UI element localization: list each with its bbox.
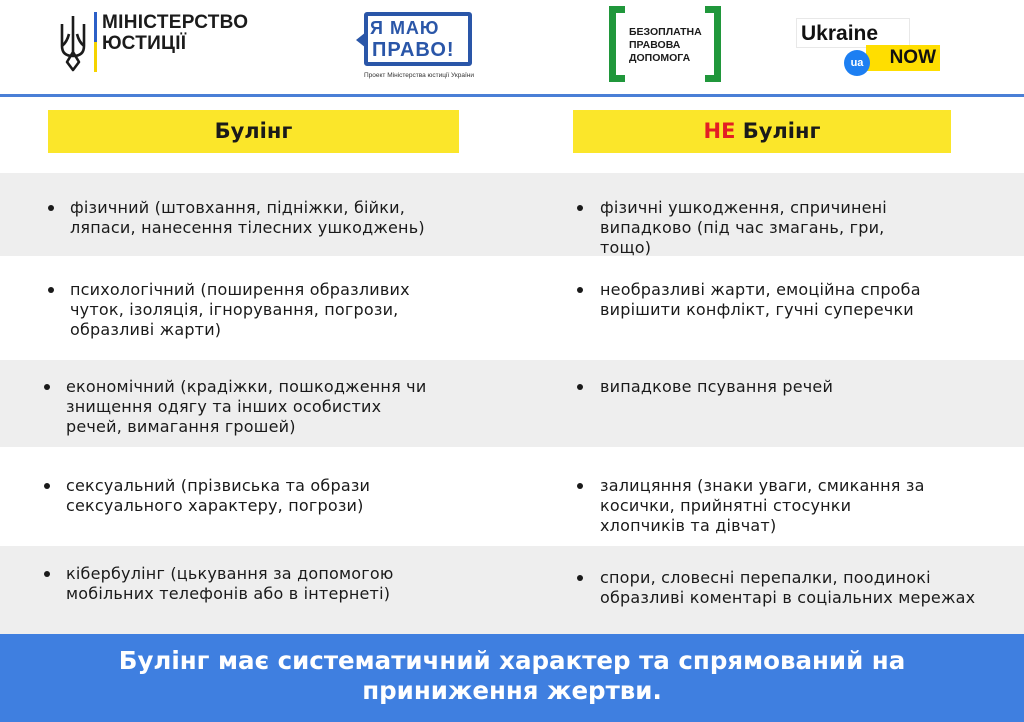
bullet-icon xyxy=(577,483,583,489)
not-bullying-item-line: необразливі жарти, емоційна спроба xyxy=(600,280,921,299)
bullying-item-line: психологічний (поширення образливих xyxy=(70,280,410,299)
not-bullying-item-line: фізичні ушкодження, спричинені xyxy=(600,198,887,217)
bullying-item xyxy=(70,280,410,340)
bullet-icon xyxy=(48,287,54,293)
footer-line2: приниження жертви. xyxy=(362,676,662,705)
not-bullying-title: Булінг xyxy=(742,119,821,143)
bullying-item xyxy=(66,476,370,516)
free-legal-aid-logo xyxy=(609,6,721,84)
bullying-item-line: речей, вимагання грошей) xyxy=(66,417,296,436)
bullet-icon xyxy=(48,205,54,211)
ya-mayu-pravo-logo xyxy=(356,10,478,84)
ministry-name xyxy=(102,12,248,54)
not-bullying-item xyxy=(600,476,925,536)
ministry-line1: МІНІСТЕРСТВО xyxy=(102,12,249,33)
bullying-item-line: кібербулінг (цькування за допомогою xyxy=(66,564,394,583)
bullying-title: Булінг xyxy=(214,119,293,143)
not-prefix: НЕ xyxy=(703,119,736,143)
bullying-item-line: сексуальний (прізвиська та образи xyxy=(66,476,371,495)
bullying-item-line: мобільних телефонів або в інтернеті) xyxy=(66,584,391,603)
flag-bar xyxy=(94,12,97,72)
not-bullying-item-line: випадкове псування речей xyxy=(600,377,834,396)
logo-header xyxy=(0,0,1024,95)
bracket-left-icon xyxy=(609,6,625,82)
bpd-line1: БЕЗОПЛАТНА xyxy=(629,26,702,38)
header-divider xyxy=(0,94,1024,97)
bpd-line2: ПРАВОВА xyxy=(629,39,681,51)
bullying-item-line: економічний (крадіжки, пошкодження чи xyxy=(66,377,427,396)
bullet-icon xyxy=(577,575,583,581)
ua-badge: ua xyxy=(844,50,870,76)
not-bullying-item xyxy=(600,198,887,258)
bullet-icon xyxy=(577,287,583,293)
bullying-item-line: ляпаси, нанесення тілесних ушкоджень) xyxy=(70,218,425,237)
not-bullying-item-line: залицяння (знаки уваги, смикання за xyxy=(600,476,925,495)
ukraine-now-logo xyxy=(796,18,940,80)
bullying-column-header xyxy=(48,110,459,153)
not-bullying-item-line: косички, прийнятні стосунки xyxy=(600,496,852,515)
bullying-item-line: образливі жарти) xyxy=(70,320,222,339)
bullet-icon xyxy=(44,571,50,577)
not-bullying-item-line: хлопчиків та дівчат) xyxy=(600,516,777,535)
bullying-item xyxy=(70,198,425,238)
not-bullying-item-line: випадково (під час змагань, гри, xyxy=(600,218,885,237)
now-word: NOW xyxy=(866,45,940,71)
not-bullying-item-line: вирішити конфлікт, гучні суперечки xyxy=(600,300,914,319)
bullying-item xyxy=(66,377,426,437)
ukraine-word: Ukraine xyxy=(796,18,910,48)
pravo-line2: ПРАВО! xyxy=(372,39,455,61)
not-bullying-item-line: спори, словесні перепалки, поодинокі xyxy=(600,568,931,587)
bullet-icon xyxy=(44,483,50,489)
bullying-item-line: чуток, ізоляція, ігнорування, погрози, xyxy=(70,300,399,319)
bullying-item-line: знищення одягу та інших особистих xyxy=(66,397,382,416)
bullying-item-line: сексуального характеру, погрози) xyxy=(66,496,364,515)
ministry-logo xyxy=(58,12,248,76)
footer-text xyxy=(0,646,1024,706)
not-bullying-column-header xyxy=(573,110,951,153)
bullet-icon xyxy=(577,384,583,390)
bullying-item xyxy=(66,564,394,604)
bullying-item-line: фізичний (штовхання, підніжки, бійки, xyxy=(70,198,406,217)
bpd-text xyxy=(629,26,702,65)
ministry-line2: ЮСТИЦІЇ xyxy=(102,33,187,54)
pravo-line1: Я МАЮ xyxy=(370,18,440,38)
bullet-icon xyxy=(44,384,50,390)
not-bullying-item xyxy=(600,280,921,320)
not-bullying-item xyxy=(600,377,833,397)
bullet-icon xyxy=(577,205,583,211)
not-bullying-item-line: тощо) xyxy=(600,238,652,257)
not-bullying-item xyxy=(600,568,975,608)
footer-line1: Булінг має систематичний характер та спрямований на xyxy=(118,646,906,675)
bracket-right-icon xyxy=(705,6,721,82)
bpd-line3: ДОПОМОГА xyxy=(629,52,691,64)
trident-icon xyxy=(58,12,88,74)
pravo-subtitle: Проект Міністерства юстиції України xyxy=(364,72,474,79)
not-bullying-item-line: образливі коментарі в соціальних мережах xyxy=(600,588,976,607)
